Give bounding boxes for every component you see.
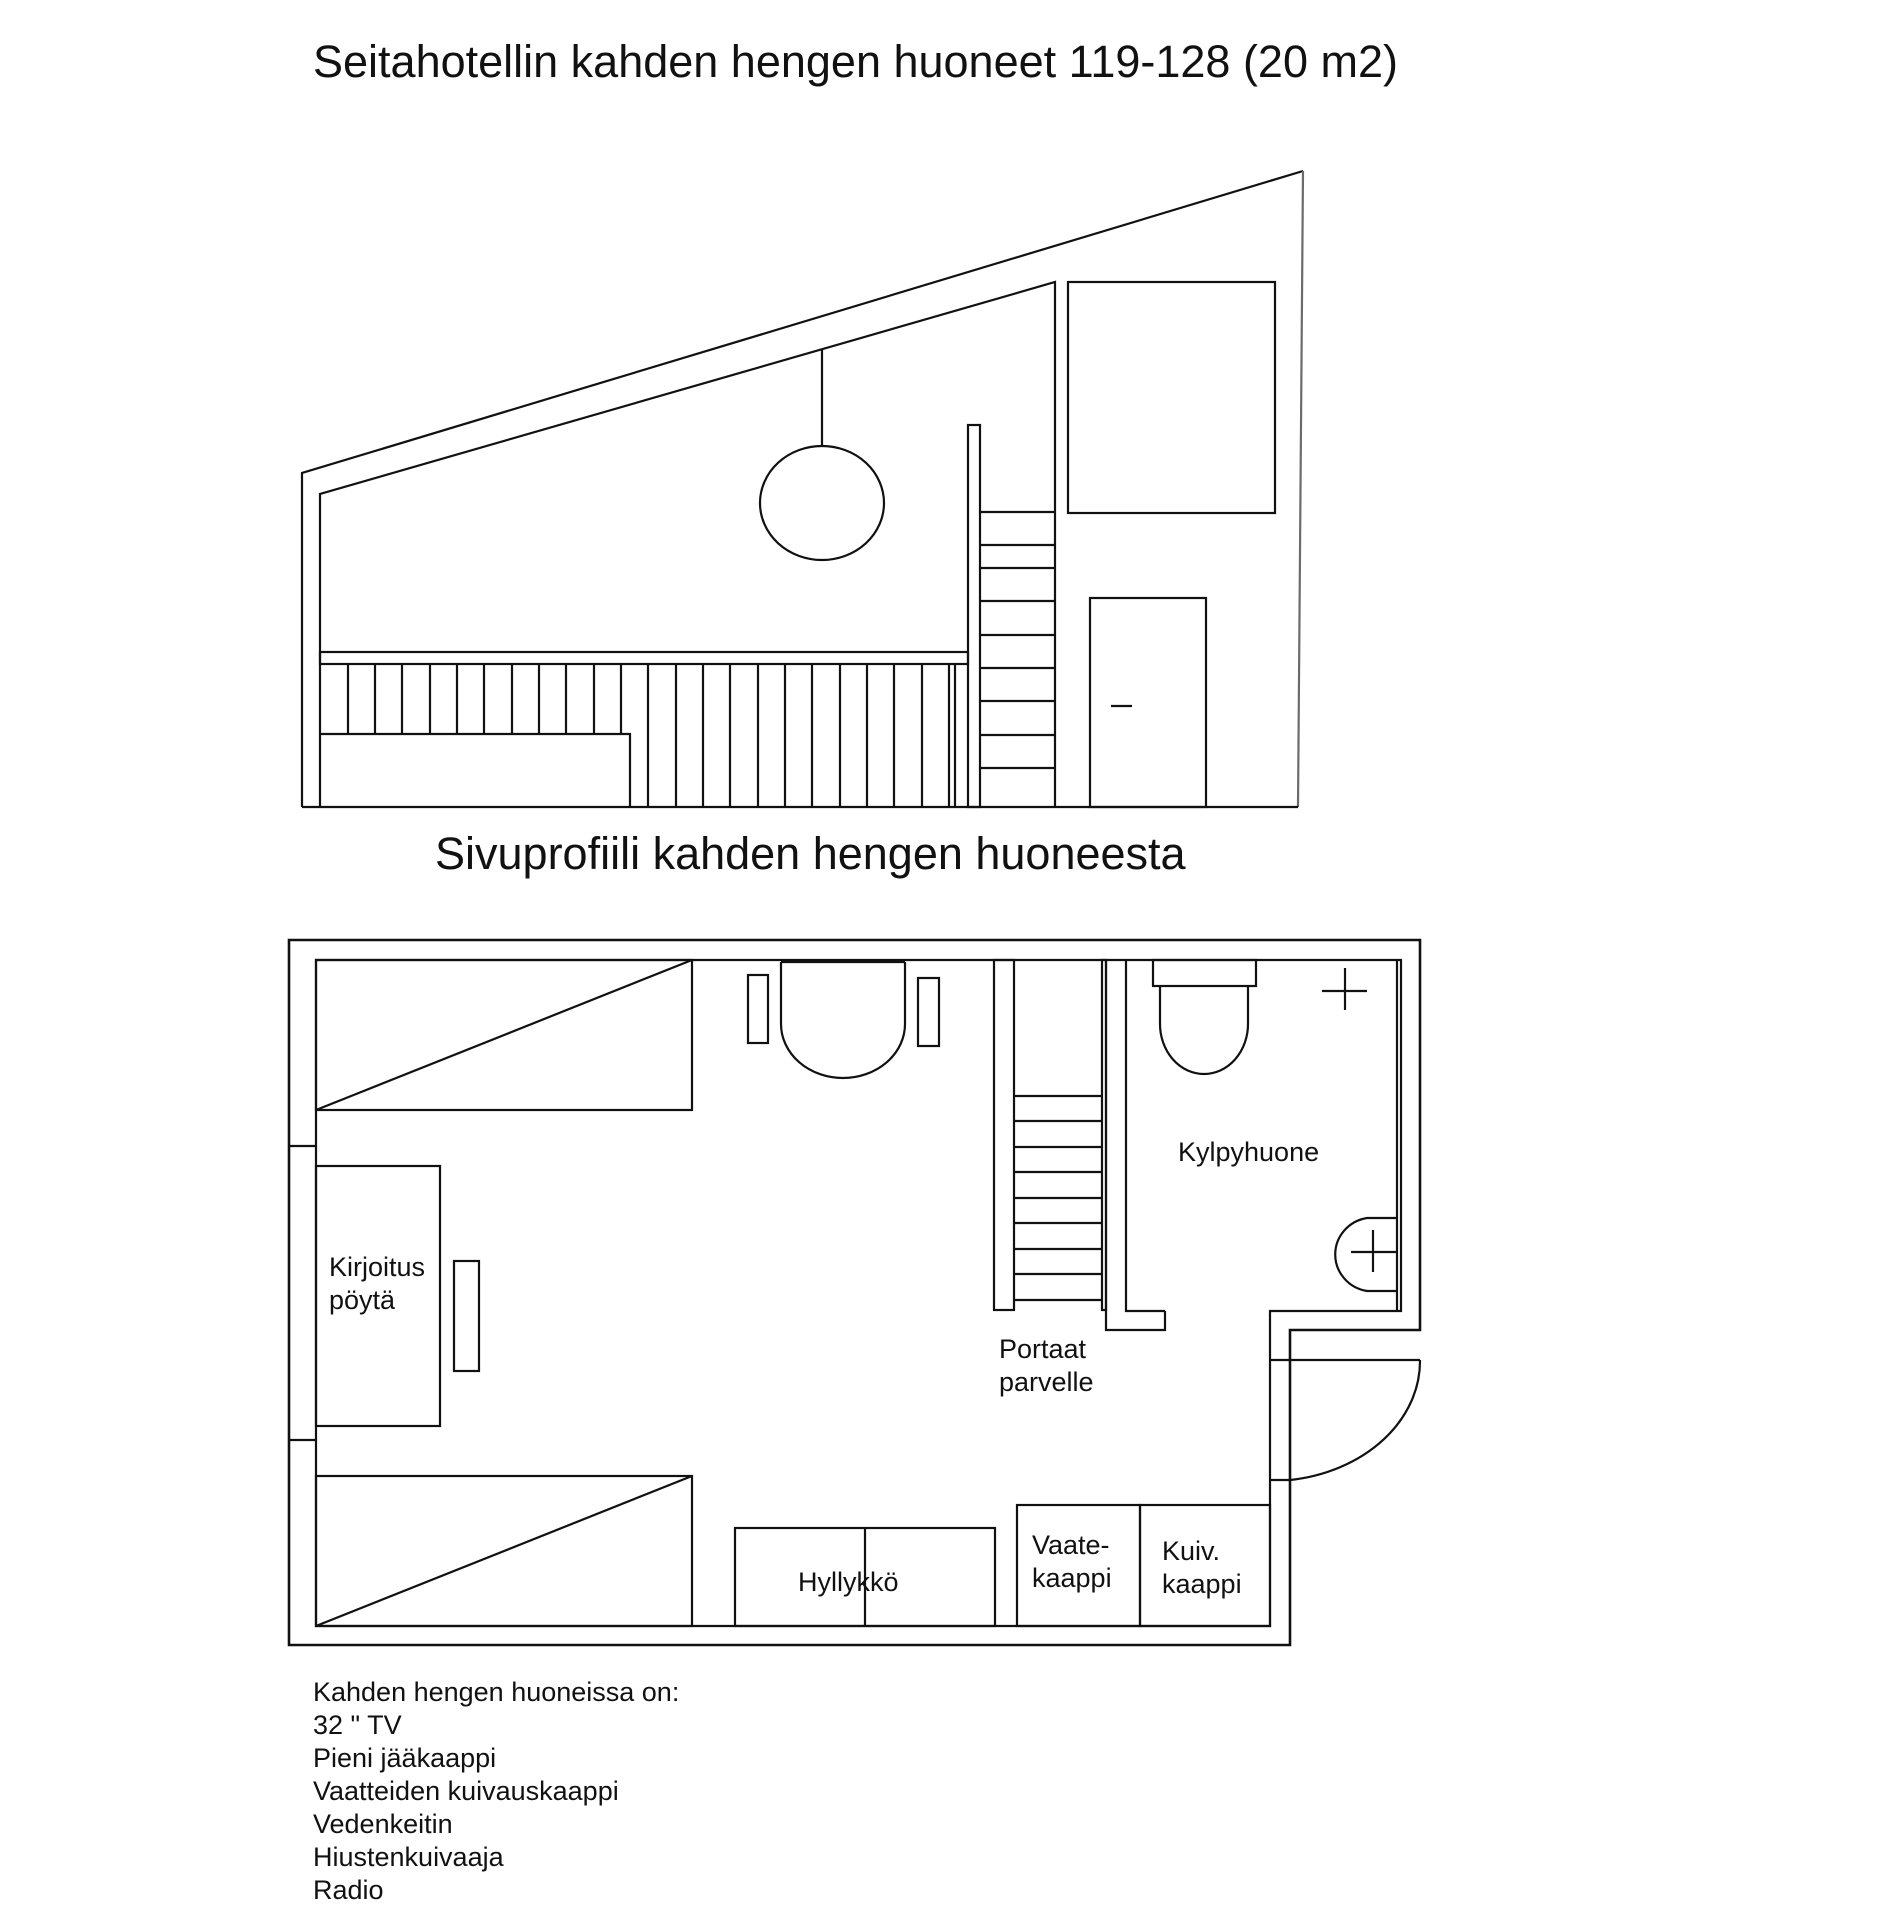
side-table-left xyxy=(748,975,768,1043)
entrance-door xyxy=(1270,1360,1420,1480)
bed-top xyxy=(316,960,692,1110)
stairs xyxy=(994,960,1106,1310)
toilet-icon xyxy=(1153,960,1256,1074)
feature-item: Pieni jääkaappi xyxy=(313,1743,497,1773)
feature-item: Vedenkeitin xyxy=(313,1809,453,1839)
feature-item: 32 " TV xyxy=(313,1710,402,1740)
wardrobe-label-line2: kaappi xyxy=(1032,1563,1112,1593)
desk-chair xyxy=(454,1261,479,1371)
page-title: Seitahotellin kahden hengen huoneet 119-128 (20 m2) xyxy=(313,36,1398,87)
feature-list xyxy=(313,1676,679,1907)
floor-plan-outer-wall xyxy=(289,940,1420,1645)
shower-icon xyxy=(1322,968,1367,1010)
desk-label-line2: pöytä xyxy=(329,1285,396,1315)
feature-item: Radio xyxy=(313,1875,384,1905)
feature-item: Vaatteiden kuivauskaappi xyxy=(313,1776,619,1806)
side-profile-caption: Sivuprofiili kahden hengen huoneesta xyxy=(435,828,1186,879)
feature-item: Hiustenkuivaaja xyxy=(313,1842,504,1872)
dryer-label-line1: Kuiv. xyxy=(1162,1536,1221,1566)
dryer-label-line2: kaappi xyxy=(1162,1569,1242,1599)
stairs-label-line1: Portaat xyxy=(999,1334,1087,1364)
sink-icon xyxy=(1335,1218,1397,1291)
shelf-label: Hyllykkö xyxy=(798,1567,899,1597)
desk-label-line1: Kirjoitus xyxy=(329,1252,426,1282)
side-table-right xyxy=(918,978,939,1046)
armchair xyxy=(781,962,905,1078)
bathroom-label: Kylpyhuone xyxy=(1178,1137,1320,1167)
feature-list-heading: Kahden hengen huoneissa on: xyxy=(313,1677,680,1707)
bed-bottom xyxy=(316,1476,692,1626)
stairs-label-line2: parvelle xyxy=(999,1367,1094,1397)
wardrobe-label-line1: Vaate- xyxy=(1032,1530,1110,1560)
bathroom-wall xyxy=(1106,960,1165,1330)
